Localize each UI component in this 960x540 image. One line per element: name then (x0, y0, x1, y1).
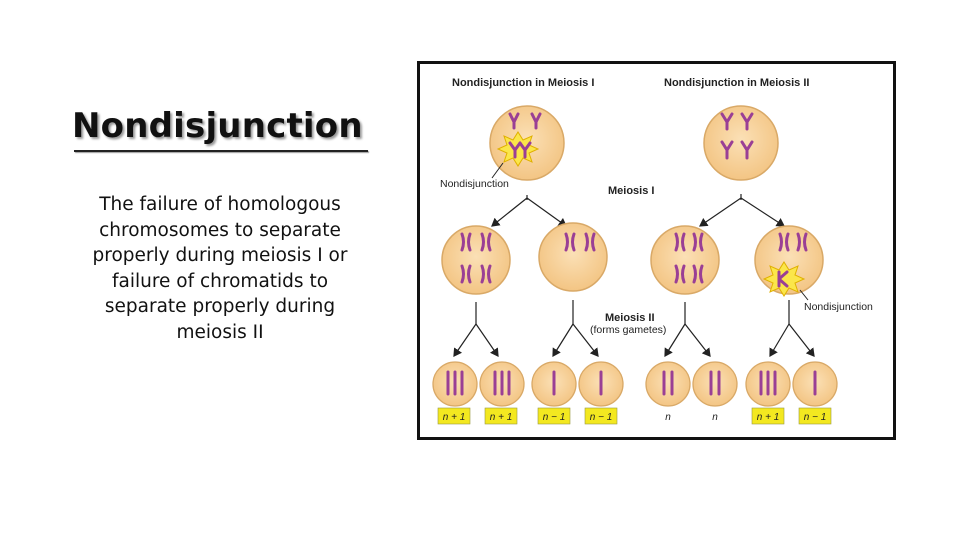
slide-title: Nondisjunction (72, 106, 363, 146)
label-meiosis-ii: Meiosis II (605, 312, 655, 324)
label-forms-gametes: (forms gametes) (590, 324, 667, 336)
slide-body-text: The failure of homologous chromosomes to separate properly during meiosis I or failure of chromatids to separate properly during meiosis II (92, 194, 348, 343)
daughter-cell-1 (442, 226, 510, 294)
gamete-label-5: n (665, 412, 671, 423)
gamete-label-8: n − 1 (803, 412, 827, 423)
gamete-label-6: n (712, 412, 718, 423)
gamete-label-4: n − 1 (589, 412, 613, 423)
daughter-cell-3 (651, 226, 719, 294)
arrows-meiosis-i (492, 194, 784, 226)
parent-cell-right (704, 106, 778, 180)
heading-meiosis-ii: Nondisjunction in Meiosis II (664, 77, 810, 89)
label-meiosis-i: Meiosis I (608, 185, 655, 197)
gamete-label-3: n − 1 (542, 412, 566, 423)
gamete-label-7: n + 1 (756, 412, 780, 423)
nondisjunction-burst-1 (498, 132, 538, 166)
nondisjunction-burst-2 (764, 262, 804, 296)
label-nondisjunction-2: Nondisjunction (804, 301, 873, 313)
gamete-label-1: n + 1 (442, 412, 466, 423)
daughter-cell-2 (539, 223, 607, 291)
gamete-label-2: n + 1 (489, 412, 513, 423)
gamete-labels (438, 408, 831, 424)
gamete-chromosomes (448, 372, 815, 394)
label-nondisjunction-1: Nondisjunction (440, 178, 509, 190)
heading-meiosis-i: Nondisjunction in Meiosis I (452, 77, 595, 89)
